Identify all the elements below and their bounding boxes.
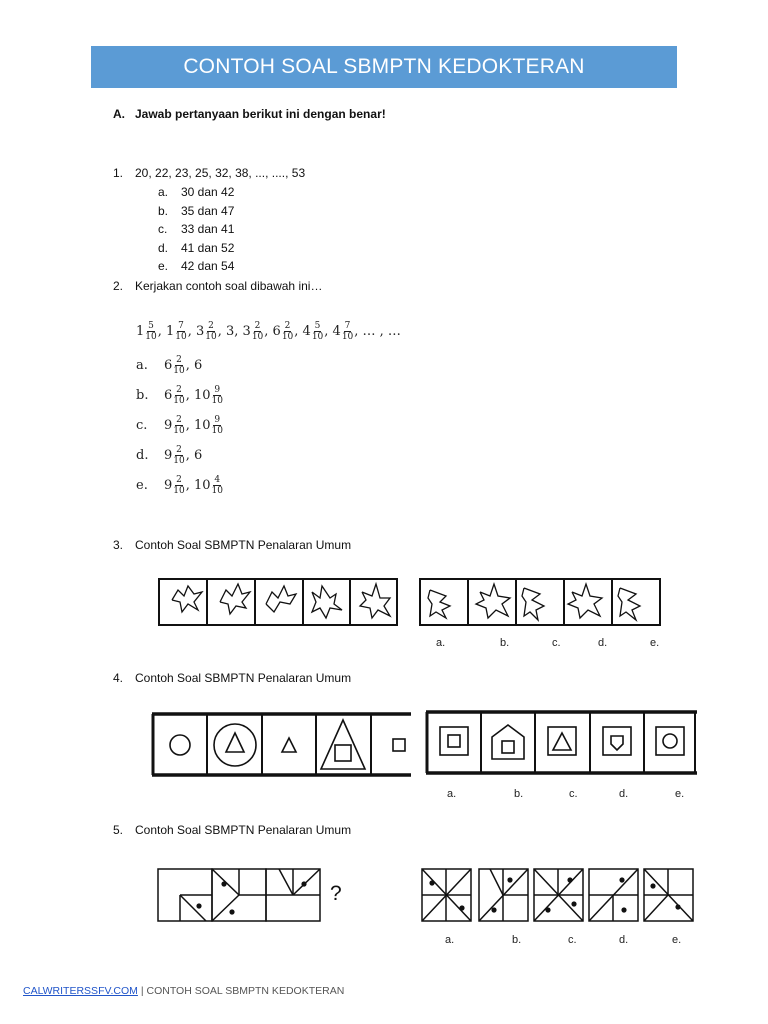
answer-label-c: c. <box>568 934 577 946</box>
math-option-b: b. 6 2 10 , 10 9 10 <box>136 384 223 406</box>
question-1 <box>113 166 305 180</box>
question-number: 2. <box>113 279 124 293</box>
question-mark: ? <box>330 882 342 905</box>
question-number: 4. <box>113 671 124 685</box>
question-text: Contoh Soal SBMPTN Penalaran Umum <box>135 538 352 552</box>
page-banner <box>91 46 677 88</box>
figure-puzzle-4 <box>145 705 705 805</box>
fraction-sequence: 1 5 10 , 1 7 10 , 3 2 10 , 3, 3 2 10 , 6 2 10 , 4 5 10 , 4 7 10 , … , … <box>136 320 401 342</box>
question-3 <box>113 538 351 552</box>
question-5 <box>113 823 351 837</box>
footer-separator: | <box>137 985 147 997</box>
banner-title: CONTOH SOAL SBMPTN KEDOKTERAN <box>183 55 585 78</box>
question-1-options <box>158 183 234 276</box>
section-instruction: Jawab pertanyaan berikut ini dengan benar! <box>135 107 386 121</box>
figure-puzzle-3 <box>150 570 670 652</box>
option-a: a. 30 dan 42 <box>158 185 235 199</box>
question-number: 5. <box>113 823 124 837</box>
answer-label-d: d. <box>619 788 629 800</box>
answer-label-a: a. <box>447 788 457 800</box>
answer-label-a: a. <box>445 934 455 946</box>
option-e: e. 42 dan 54 <box>158 259 235 274</box>
option-c: c. 33 dan 41 <box>158 222 235 237</box>
section-heading <box>113 107 386 121</box>
answer-label-e: e. <box>675 788 685 800</box>
answer-label-c: c. <box>569 788 578 800</box>
figure-puzzle-5 <box>150 860 700 955</box>
math-option-e: e. 9 2 10 , 10 4 10 <box>136 474 223 496</box>
question-text: Contoh Soal SBMPTN Penalaran Umum <box>135 823 352 837</box>
question-text: Contoh Soal SBMPTN Penalaran Umum <box>135 671 352 685</box>
question-4 <box>113 671 351 685</box>
answer-label-c: c. <box>552 637 561 649</box>
section-letter: A. <box>113 107 125 121</box>
answer-label-b: b. <box>514 788 524 800</box>
math-option-d: d. 9 2 10 , 6 <box>136 444 203 466</box>
answer-label-b: b. <box>500 637 510 649</box>
answer-label-d: d. <box>598 637 608 649</box>
question-2 <box>113 279 322 293</box>
footer-title: CONTOH SOAL SBMPTN KEDOKTERAN <box>146 985 345 997</box>
footer-site-link[interactable]: CALWRITERSSFV.COM <box>23 985 138 997</box>
answer-label-d: d. <box>619 934 629 946</box>
question-text: 20, 22, 23, 25, 32, 38, ..., ...., 53 <box>135 166 306 180</box>
option-d: d. 41 dan 52 <box>158 240 235 255</box>
answer-label-e: e. <box>672 934 682 946</box>
answer-label-a: a. <box>436 637 446 649</box>
page-footer <box>23 985 344 997</box>
question-text: Kerjakan contoh soal dibawah ini… <box>135 279 323 293</box>
answer-label-b: b. <box>512 934 522 946</box>
question-number: 1. <box>113 166 124 180</box>
question-2-math <box>136 312 401 500</box>
option-b: b. 35 dan 47 <box>158 203 235 218</box>
math-option-c: c. 9 2 10 , 10 9 10 <box>136 414 223 436</box>
answer-label-e: e. <box>650 637 660 649</box>
question-number: 3. <box>113 538 124 552</box>
math-option-a: a. 6 2 10 , 6 <box>136 354 203 376</box>
